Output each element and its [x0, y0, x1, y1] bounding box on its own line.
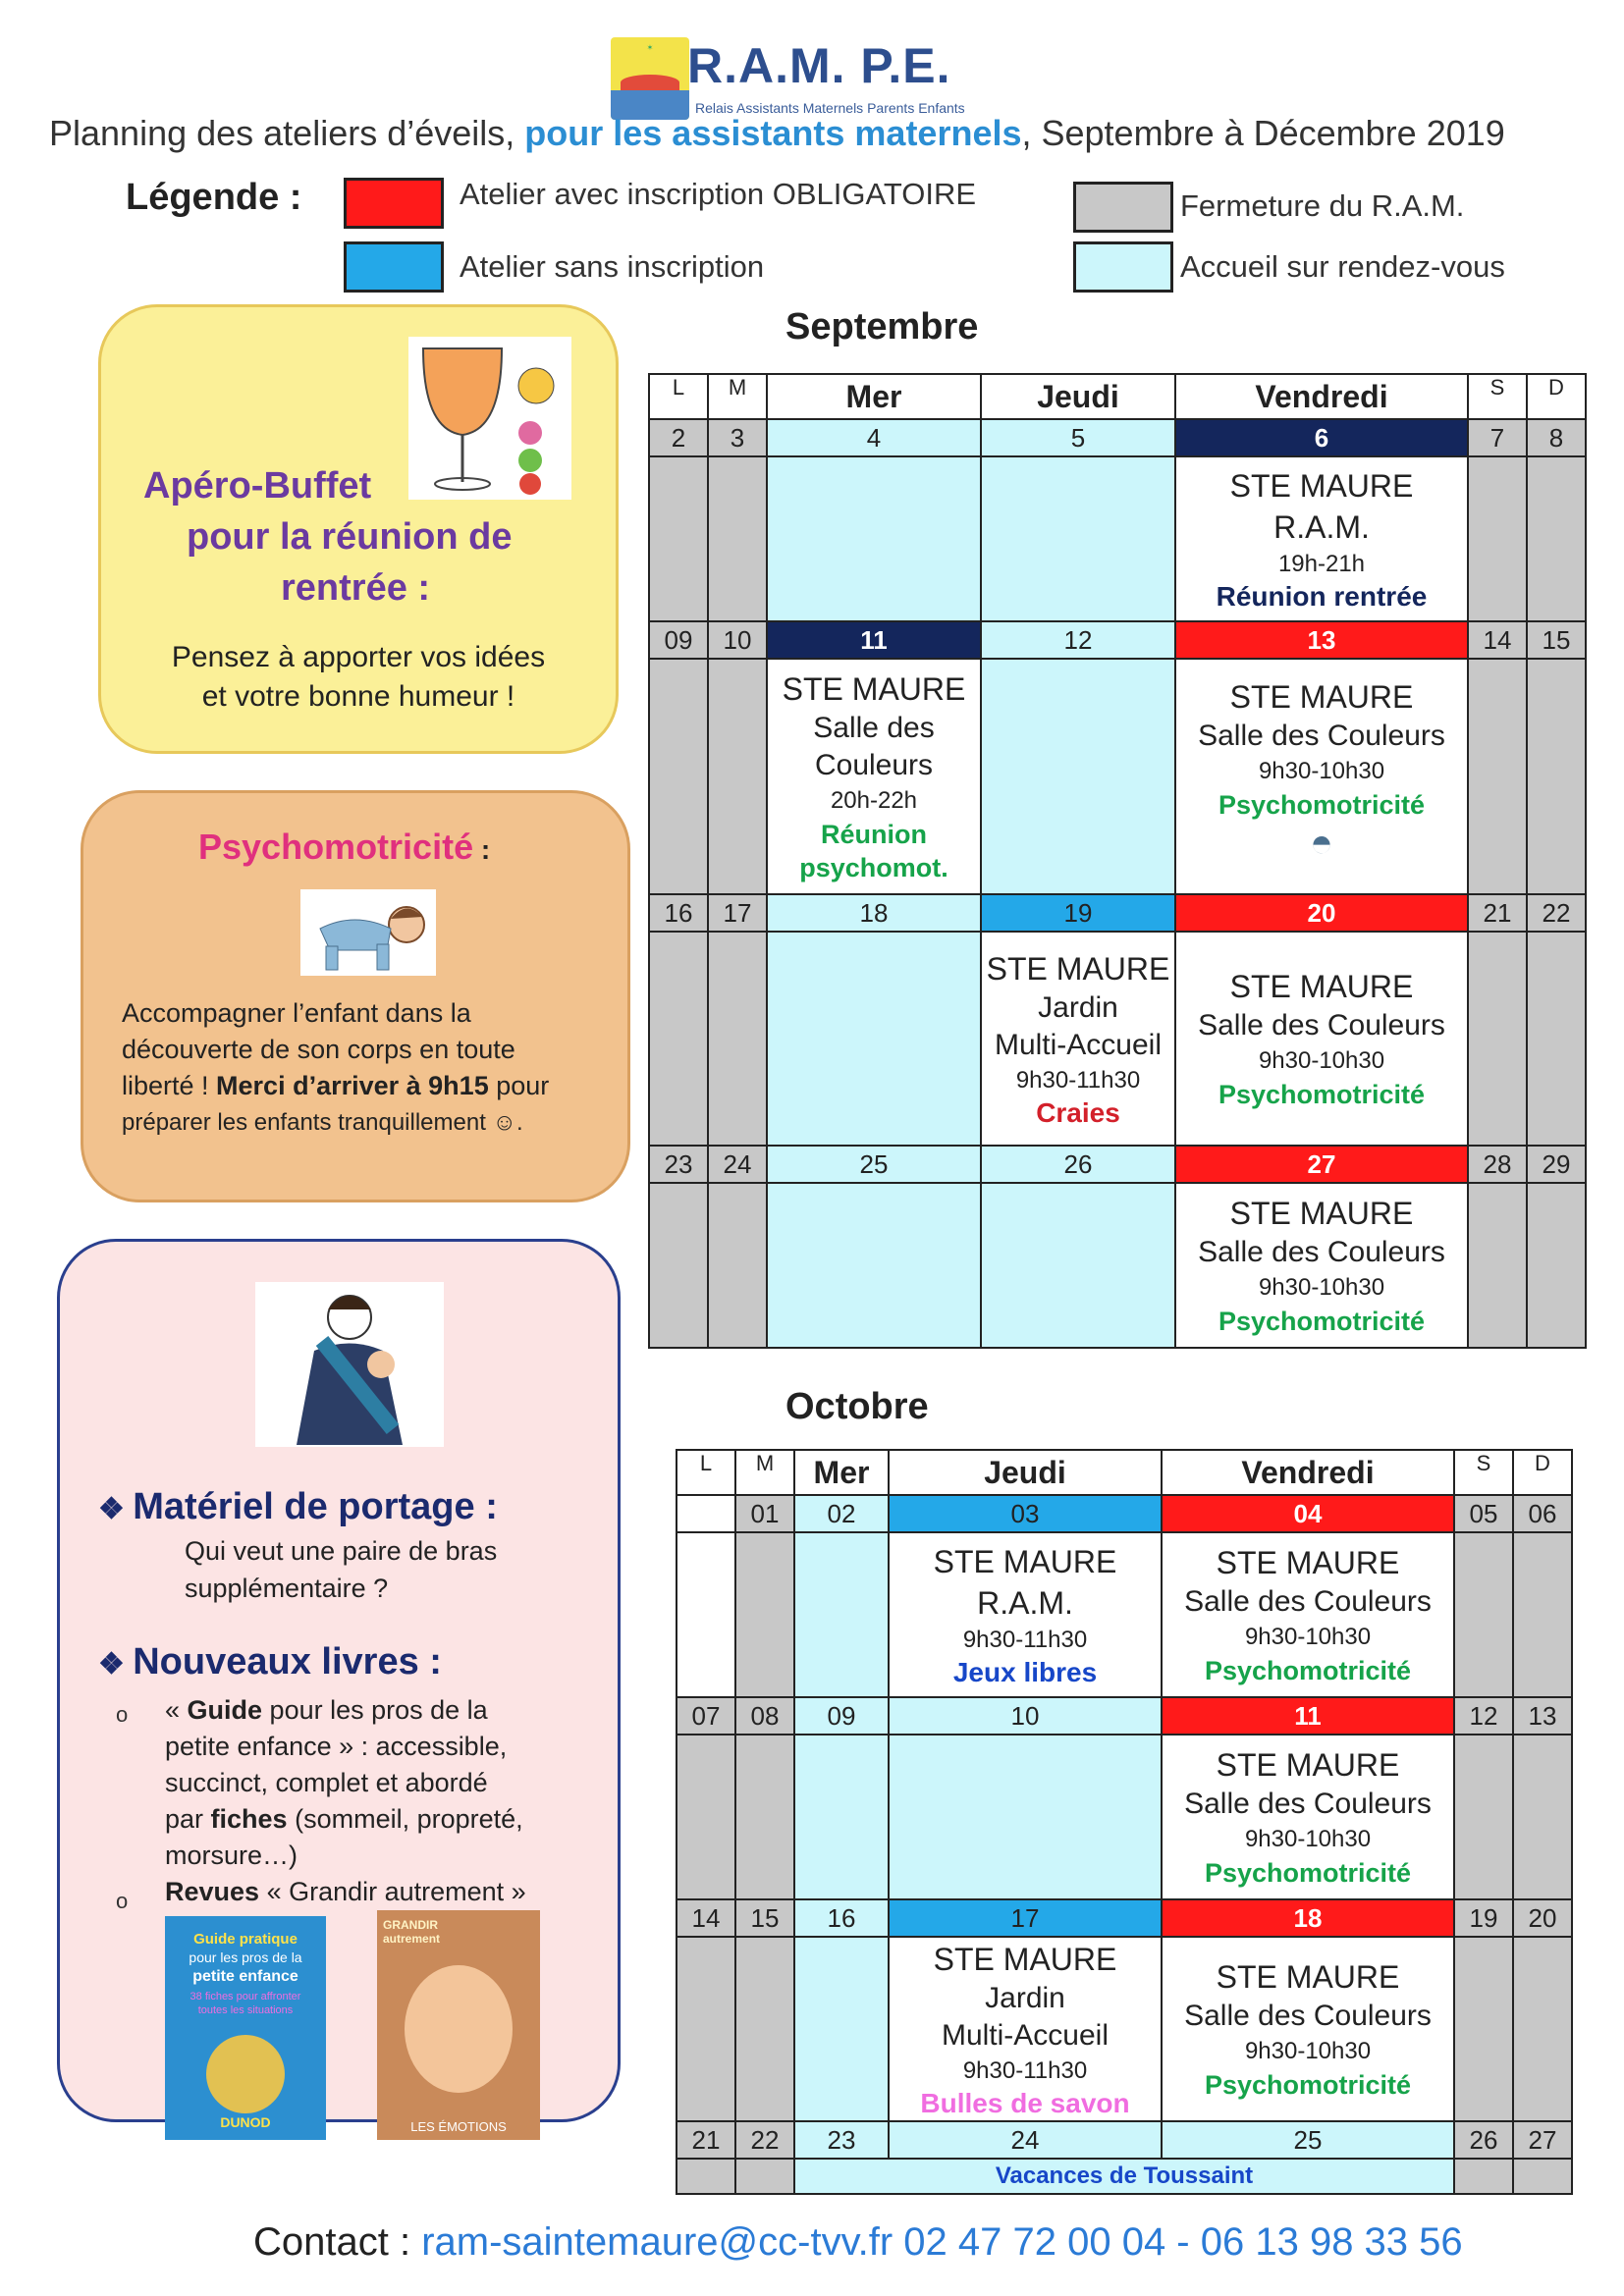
closed-cell [1454, 1532, 1513, 1697]
day-number: 21 [1468, 894, 1527, 932]
contact-line [253, 2220, 1463, 2265]
event-cell [1162, 1532, 1454, 1697]
legend-swatch-fermeture [1073, 182, 1173, 233]
day-number: 10 [708, 621, 767, 659]
event-room: Jardin [1038, 991, 1118, 1024]
livre-1-line-4 [165, 1801, 523, 1838]
portage-line-2: supplémentaire ? [185, 1574, 389, 1603]
closed-cell [1468, 1183, 1527, 1348]
appointment-cell [767, 932, 981, 1146]
day-number: 27 [1513, 2121, 1572, 2159]
event-time: 9h30-10h30 [1258, 1274, 1385, 1301]
closed-cell [735, 1937, 794, 2121]
event-cell [1162, 1735, 1454, 1899]
appointment-cell [981, 659, 1175, 894]
legend-text-obligatoire: Atelier avec inscription OBLIGATOIRE [460, 177, 977, 211]
day-number: 4 [767, 419, 981, 456]
closed-cell [1468, 659, 1527, 894]
portage-title [98, 1486, 498, 1528]
day-number: 07 [677, 1697, 735, 1735]
event-time: 9h30-10h30 [1258, 758, 1385, 784]
closed-cell [677, 1937, 735, 2121]
baby-carrier-icon [255, 1282, 444, 1447]
day-number: 09 [649, 621, 708, 659]
event-room: Salle des Couleurs [1198, 1009, 1445, 1041]
appointment-cell [767, 1183, 981, 1348]
event-label: Psychomotricité [1204, 1858, 1412, 1888]
title-part1: Planning des ateliers d’éveils, [49, 113, 525, 153]
event-label: Psychomotricité [1204, 1656, 1412, 1685]
legend-text-sans-inscription: Atelier sans inscription [460, 249, 765, 284]
closed-cell [649, 1183, 708, 1348]
closed-cell [735, 1532, 794, 1697]
contact-email[interactable]: ram-saintemaure@cc-tvv.fr [421, 2220, 893, 2264]
closed-cell [1513, 2159, 1572, 2194]
livre-1-a: « [165, 1695, 188, 1725]
head-jeudi: Jeudi [981, 374, 1175, 419]
livre-1-b: Guide [187, 1695, 263, 1725]
day-number: 16 [649, 894, 708, 932]
closed-cell [1513, 1735, 1572, 1899]
head-mercredi: Mer [767, 374, 981, 419]
book2-bottom: LES ÉMOTIONS [410, 2119, 507, 2134]
day-number: 14 [677, 1899, 735, 1937]
diamond-bullet-icon: ❖ [98, 1648, 134, 1681]
day-number: 01 [735, 1495, 794, 1532]
event-cell [1175, 659, 1468, 894]
livre-1-line-2: petite enfance » : accessible, [165, 1732, 508, 1761]
book1-illustration [206, 2035, 285, 2113]
psycho-line-3b: Merci d’arriver à 9h15 [216, 1071, 489, 1100]
day-number: 12 [1454, 1697, 1513, 1735]
livres-title-text: Nouveaux livres : [133, 1641, 442, 1682]
appointment-cell [767, 456, 981, 621]
head-samedi: S [1468, 374, 1527, 419]
closed-cell [1454, 1735, 1513, 1899]
day-number: 11 [1162, 1697, 1454, 1735]
livre-1-line-5: morsure…) [165, 1841, 298, 1870]
event-place: STE MAURE [933, 1942, 1117, 1977]
head-jeudi: Jeudi [889, 1450, 1162, 1495]
day-number: 17 [708, 894, 767, 932]
book2-child-face [405, 1965, 513, 2093]
day-number: 25 [1162, 2121, 1454, 2159]
day-number: 7 [1468, 419, 1527, 456]
closed-cell [677, 1735, 735, 1899]
livre-1-line-1 [165, 1692, 488, 1729]
event-room: Salle des Couleurs [1198, 720, 1445, 752]
event-time: 9h30-11h30 [962, 2057, 1088, 2084]
empty-day [677, 1532, 735, 1697]
empty-day [677, 1495, 735, 1532]
title-part2: , Septembre à Décembre 2019 [1021, 113, 1505, 153]
day-number: 04 [1162, 1495, 1454, 1532]
event-place: STE MAURE [933, 1544, 1117, 1579]
head-lundi: L [649, 374, 708, 419]
event-room: Salle des Couleurs [1184, 1788, 1432, 1820]
appointment-cell [794, 1735, 889, 1899]
event-label: Jeux libres [952, 1657, 1098, 1687]
circle-bullet-icon: o [116, 1889, 129, 1913]
day-number: 06 [1513, 1495, 1572, 1532]
day-number: 18 [767, 894, 981, 932]
livre-2-a: Revues [165, 1877, 260, 1906]
day-number: 22 [735, 2121, 794, 2159]
closed-cell [1513, 1532, 1572, 1697]
appointment-cell [794, 1937, 889, 2121]
book1-line2: pour les pros de la [189, 1949, 302, 1965]
livre-2-b: « Grandir autrement » [259, 1877, 526, 1906]
event-cell [981, 932, 1175, 1146]
event-place: STE MAURE [1216, 1959, 1400, 1995]
event-label: Psychomotricité [1218, 1080, 1426, 1109]
event-label: Craies [1036, 1097, 1120, 1128]
day-number: 3 [708, 419, 767, 456]
event-room: Salle des Couleurs [1198, 1236, 1445, 1268]
closed-cell [1454, 1937, 1513, 2121]
event-room: Multi-Accueil [994, 1029, 1163, 1061]
circle-bullet-icon: o [116, 1702, 129, 1727]
event-time: 19h-21h [1277, 551, 1366, 577]
closed-cell [1454, 2159, 1513, 2194]
event-cell [767, 659, 981, 894]
day-number: 15 [1527, 621, 1586, 659]
psycho-line-1: Accompagner l’enfant dans la [122, 998, 471, 1028]
head-samedi: S [1454, 1450, 1513, 1495]
head-vendredi: Vendredi [1162, 1450, 1454, 1495]
apero-body-2: et votre bonne humeur ! [201, 680, 515, 713]
event-place: STE MAURE [986, 951, 1170, 987]
closed-cell [708, 1183, 767, 1348]
day-number: 5 [981, 419, 1175, 456]
book-cover-grandir [377, 1910, 540, 2140]
legend-text-rendez-vous: Accueil sur rendez-vous [1180, 249, 1505, 284]
event-time: 9h30-10h30 [1244, 1624, 1372, 1650]
closed-cell [1527, 456, 1586, 621]
event-room: R.A.M. [1273, 509, 1370, 545]
event-place: STE MAURE [1229, 679, 1414, 715]
event-room: Salle des [813, 712, 935, 744]
closed-cell [1468, 456, 1527, 621]
livre-1-4a: par [165, 1804, 211, 1834]
event-room: Couleurs [814, 749, 934, 781]
day-number: 14 [1468, 621, 1527, 659]
legend-text-fermeture: Fermeture du R.A.M. [1180, 188, 1465, 223]
day-number: 24 [889, 2121, 1162, 2159]
month-title-octobre: Octobre [785, 1386, 929, 1427]
contact-phones: 02 47 72 00 04 - 06 13 98 33 56 [893, 2220, 1463, 2264]
head-mardi: M [735, 1450, 794, 1495]
event-place: STE MAURE [1216, 1747, 1400, 1783]
day-number: 8 [1527, 419, 1586, 456]
closed-cell [1527, 932, 1586, 1146]
livre-1-line-3: succinct, complet et abordé [165, 1768, 488, 1797]
day-number: 03 [889, 1495, 1162, 1532]
livre-1-4b: fiches [210, 1804, 288, 1834]
appointment-cell [981, 456, 1175, 621]
head-mercredi: Mer [794, 1450, 889, 1495]
event-room: Jardin [985, 1982, 1065, 2014]
event-room: Multi-Accueil [941, 2019, 1110, 2052]
event-cell [1175, 1183, 1468, 1348]
event-time: 9h30-10h30 [1244, 1826, 1372, 1852]
book1-line1: Guide pratique [193, 1931, 298, 1948]
day-number: 23 [649, 1146, 708, 1183]
holiday-banner: Vacances de Toussaint [794, 2159, 1454, 2194]
page-title [49, 113, 1505, 154]
book1-line5: toutes les situations [197, 2004, 294, 2016]
day-number: 16 [794, 1899, 889, 1937]
head-dimanche: D [1513, 1450, 1572, 1495]
day-number: 05 [1454, 1495, 1513, 1532]
closed-cell [1513, 1937, 1572, 2121]
book-cover-guide [165, 1916, 326, 2140]
calendar-octobre [676, 1449, 1573, 2195]
closed-cell [735, 1735, 794, 1899]
psycho-title [198, 827, 490, 868]
closed-cell [649, 456, 708, 621]
event-label: Bulles de savon [920, 2088, 1130, 2118]
psycho-line-3c: pour [488, 1071, 550, 1100]
day-number: 29 [1527, 1146, 1586, 1183]
legend-swatch-sans-inscription [344, 241, 444, 293]
closed-cell [735, 2159, 794, 2194]
event-place: STE MAURE [1229, 468, 1414, 504]
event-label: psychomot. [799, 853, 948, 882]
closed-cell [1527, 1183, 1586, 1348]
day-number: 08 [735, 1697, 794, 1735]
closed-cell [708, 456, 767, 621]
apero-body [98, 638, 619, 717]
legend-swatch-rendez-vous [1073, 241, 1173, 293]
day-number: 2 [649, 419, 708, 456]
event-label: Réunion [821, 820, 927, 849]
apero-glass-icon [408, 337, 571, 500]
event-cell [889, 1532, 1162, 1697]
day-number: 6 [1175, 419, 1468, 456]
day-number: 17 [889, 1899, 1162, 1937]
event-time: 9h30-10h30 [1258, 1047, 1385, 1074]
psycho-line-3 [122, 1068, 613, 1104]
legend-swatch-obligatoire [344, 178, 444, 229]
rampe-logo: ✶ [611, 37, 689, 120]
portage-title-text: Matériel de portage : [133, 1486, 498, 1527]
month-title-septembre: Septembre [785, 306, 979, 347]
closed-cell [708, 659, 767, 894]
day-number: 28 [1468, 1146, 1527, 1183]
psycho-title-suffix: : [473, 834, 491, 865]
event-time: 9h30-11h30 [1015, 1067, 1141, 1094]
day-number: 11 [767, 621, 981, 659]
day-number: 19 [1454, 1899, 1513, 1937]
event-label: Psychomotricité [1218, 790, 1426, 820]
event-time: 9h30-11h30 [962, 1627, 1088, 1653]
book1-line4: 38 fiches pour affronter [189, 1991, 301, 2002]
day-number: 21 [677, 2121, 735, 2159]
day-number: 20 [1513, 1899, 1572, 1937]
event-room: Salle des Couleurs [1184, 2000, 1432, 2032]
closed-cell [649, 659, 708, 894]
appointment-cell [981, 1183, 1175, 1348]
head-vendredi: Vendredi [1175, 374, 1468, 419]
event-time: 20h-22h [830, 787, 918, 814]
event-cell [1162, 1937, 1454, 2121]
day-number: 10 [889, 1697, 1162, 1735]
event-cell [1175, 932, 1468, 1146]
book1-line3: petite enfance [192, 1968, 298, 1985]
closed-cell [708, 932, 767, 1146]
livres-title [98, 1641, 442, 1683]
closed-cell [1468, 932, 1527, 1146]
closed-cell [677, 2159, 735, 2194]
head-dimanche: D [1527, 374, 1586, 419]
day-number: 02 [794, 1495, 889, 1532]
day-number: 13 [1175, 621, 1468, 659]
psycho-body [122, 995, 613, 1141]
closed-cell [1527, 659, 1586, 894]
contact-label: Contact : [253, 2220, 422, 2264]
event-room: Salle des Couleurs [1184, 1585, 1432, 1618]
day-number: 18 [1162, 1899, 1454, 1937]
event-room: R.A.M. [977, 1585, 1073, 1621]
head-lundi: L [677, 1450, 735, 1495]
apero-title-3: rentrée : [281, 567, 431, 609]
book2-title: GRANDIR autrement [383, 1918, 441, 1946]
day-number: 12 [981, 621, 1175, 659]
crawling-baby-icon [300, 889, 436, 976]
logo-name: R.A.M. P.E. [687, 38, 951, 93]
day-number: 09 [794, 1697, 889, 1735]
event-time: 9h30-10h30 [1244, 2038, 1372, 2064]
livre-2-line [165, 1874, 526, 1910]
apero-body-1: Pensez à apporter vos idées [171, 641, 546, 673]
calendar-septembre [648, 373, 1587, 1349]
day-number: 26 [981, 1146, 1175, 1183]
day-number: 19 [981, 894, 1175, 932]
livre-1-4c: (sommeil, propreté, [287, 1804, 523, 1834]
closed-cell [649, 932, 708, 1146]
day-number: 20 [1175, 894, 1468, 932]
psycho-line-3a: liberté ! [122, 1071, 217, 1100]
event-label: Psychomotricité [1204, 2070, 1412, 2100]
day-number: 24 [708, 1146, 767, 1183]
book1-publisher: DUNOD [220, 2114, 271, 2130]
event-place: STE MAURE [782, 671, 966, 707]
day-number: 15 [735, 1899, 794, 1937]
logo-subtitle: Relais Assistants Maternels Parents Enfants [695, 100, 965, 116]
day-number: 25 [767, 1146, 981, 1183]
livre-1-c: pour les pros de la [262, 1695, 488, 1725]
legend-label: Légende : [126, 177, 302, 218]
day-number: 22 [1527, 894, 1586, 932]
event-cell [889, 1937, 1162, 2121]
crawling-baby-icon: ◓ [1309, 822, 1334, 865]
diamond-bullet-icon: ❖ [98, 1493, 134, 1525]
event-place: STE MAURE [1229, 1196, 1414, 1231]
event-cell [1175, 456, 1468, 621]
event-place: STE MAURE [1216, 1545, 1400, 1580]
event-label: Réunion rentrée [1216, 581, 1428, 612]
title-highlight: pour les assistants maternels [524, 113, 1022, 153]
head-mardi: M [708, 374, 767, 419]
portage-line-1: Qui veut une paire de bras [185, 1536, 498, 1566]
psycho-title-text: Psychomotricité [198, 827, 474, 867]
day-number: 23 [794, 2121, 889, 2159]
day-number: 27 [1175, 1146, 1468, 1183]
day-number: 26 [1454, 2121, 1513, 2159]
day-number: 13 [1513, 1697, 1572, 1735]
appointment-cell [794, 1532, 889, 1697]
psycho-line-4: préparer les enfants tranquillement ☺. [122, 1109, 523, 1136]
apero-title-1: Apéro-Buffet [143, 465, 372, 507]
event-label: Psychomotricité [1218, 1307, 1426, 1336]
apero-title-2: pour la réunion de [187, 516, 513, 558]
psycho-line-2: découverte de son corps en toute [122, 1035, 515, 1064]
event-place: STE MAURE [1229, 969, 1414, 1004]
appointment-cell [889, 1735, 1162, 1899]
